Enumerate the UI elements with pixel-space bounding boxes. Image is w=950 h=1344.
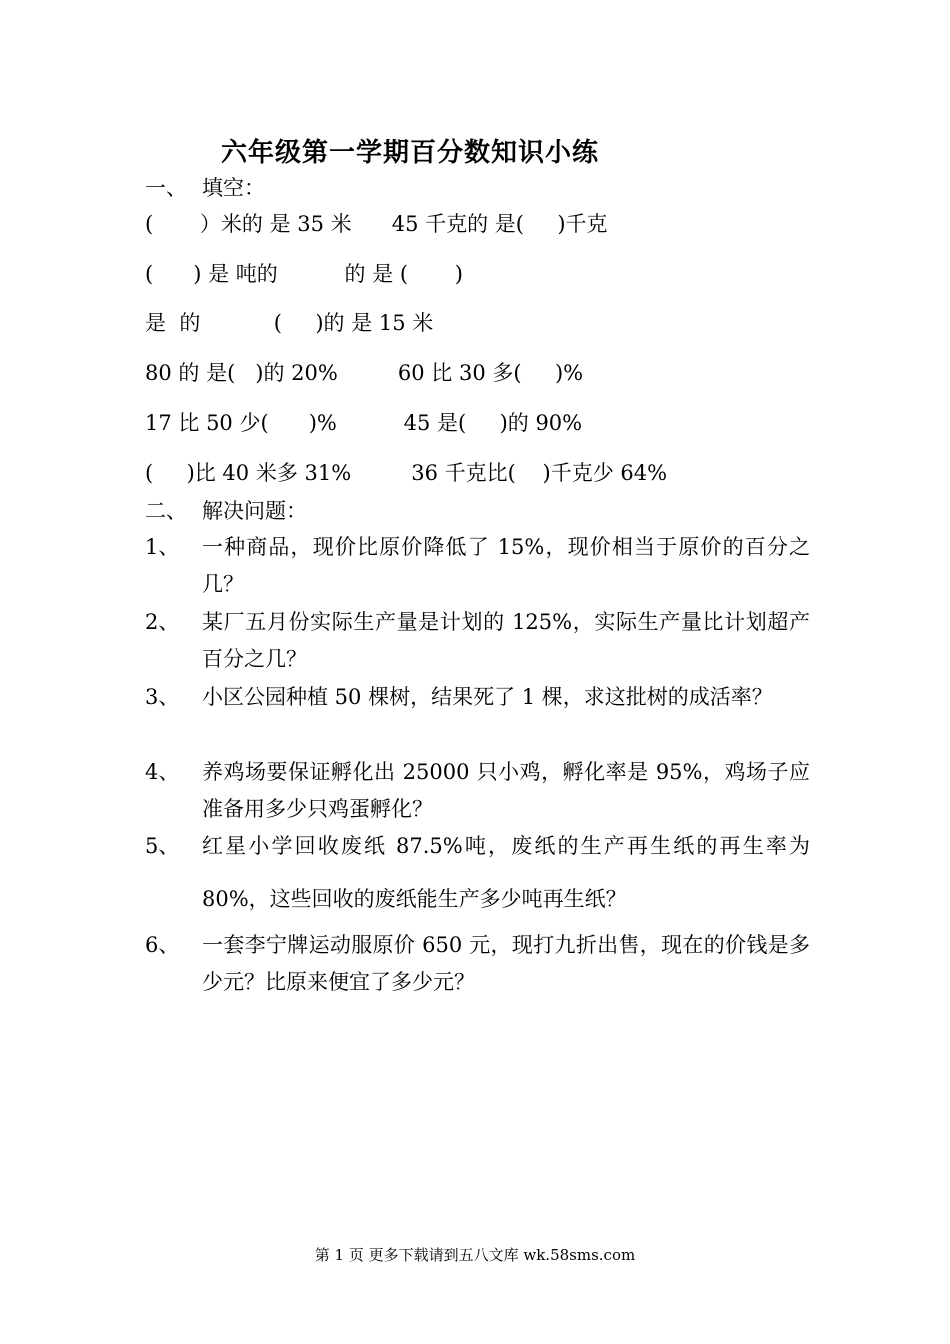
section-2-heading: 解决问题： bbox=[202, 499, 307, 523]
fill-line-1: ( ）米的 是 35 米 45 千克的 是( )千克 bbox=[145, 212, 608, 236]
question-text: 一种商品，现价比原价降低了 15%，现价相当于原价的百分之几？ bbox=[202, 535, 810, 596]
question-number: 5、 bbox=[145, 834, 180, 858]
fill-line-2: ( ) 是 吨的 的 是 ( ) bbox=[145, 262, 464, 286]
question-number: 2、 bbox=[145, 610, 180, 634]
question-text: 小区公园种植 50 棵树，结果死了 1 棵，求这批树的成活率？ bbox=[202, 685, 773, 709]
fill-line-3: 是 的 ( )的 是 15 米 bbox=[145, 311, 434, 335]
page-title: 六年级第一学期百分数知识小练 bbox=[220, 138, 599, 168]
fill-line-5: 17 比 50 少( )% 45 是( )的 90% bbox=[145, 411, 583, 435]
section-1-number: 一、 bbox=[145, 176, 187, 200]
fill-line-4: 80 的 是( )的 20% 60 比 30 多( )% bbox=[145, 361, 584, 385]
page-footer: 第 1 页 更多下载请到五八文库 wk.58sms.com bbox=[314, 1246, 636, 1264]
question-text: 红星小学回收废纸 87.5%吨，废纸的生产再生纸的再生率为 80%，这些回收的废纸能生产多少吨再生纸？ bbox=[202, 834, 810, 911]
question-text: 养鸡场要保证孵化出 25000 只小鸡，孵化率是 95%，鸡场子应准备用多少只鸡蛋孵化？ bbox=[202, 760, 810, 821]
question-number: 1、 bbox=[145, 535, 180, 559]
question-number: 3、 bbox=[145, 685, 180, 709]
question-text: 一套李宁牌运动服原价 650 元，现打九折出售，现在的价钱是多少元？比原来便宜了多少元？ bbox=[202, 933, 810, 994]
section-1-heading: 填空： bbox=[202, 176, 265, 200]
question-number: 4、 bbox=[145, 760, 180, 784]
section-2-number: 二、 bbox=[145, 499, 187, 523]
fill-line-6: ( )比 40 米多 31% 36 千克比( )千克少 64% bbox=[145, 461, 668, 485]
question-text: 某厂五月份实际生产量是计划的 125%，实际生产量比计划超产百分之几？ bbox=[202, 610, 810, 671]
question-number: 6、 bbox=[145, 933, 180, 957]
